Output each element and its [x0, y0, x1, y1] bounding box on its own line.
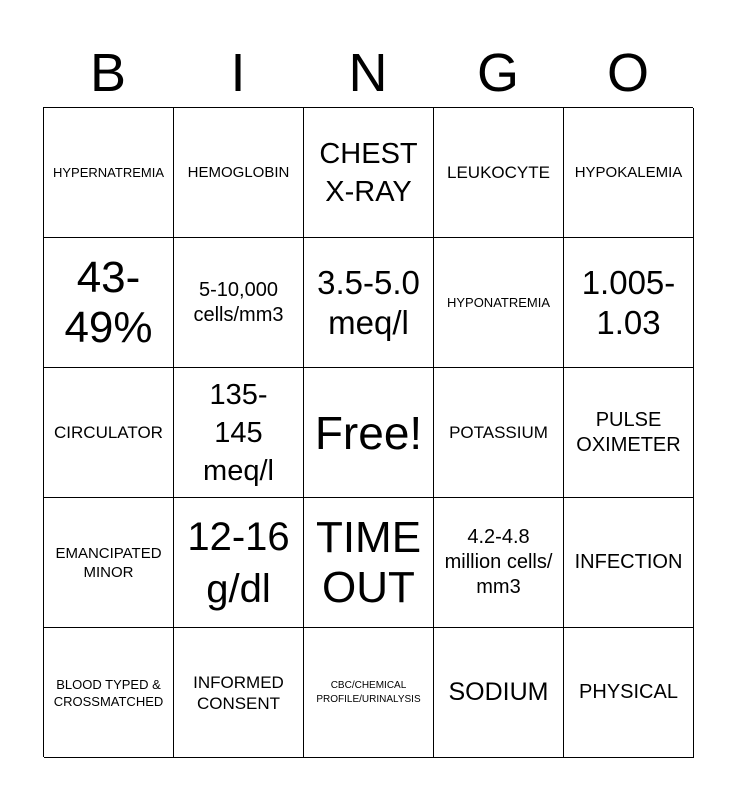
header-letter-n: N — [348, 43, 388, 103]
bingo-cell[interactable] — [44, 628, 174, 758]
cell-label: CBC/CHEMICAL PROFILE/URINALYSIS — [316, 679, 421, 705]
bingo-cell[interactable] — [564, 238, 694, 368]
bingo-cell[interactable] — [434, 238, 564, 368]
bingo-cell[interactable] — [304, 108, 434, 238]
bingo-header — [43, 40, 693, 106]
cell-label: TIME OUT — [315, 512, 422, 612]
cell-label: HYPERNATREMIA — [53, 165, 164, 180]
bingo-board — [43, 107, 693, 757]
cell-label: POTASSIUM — [449, 423, 548, 442]
cell-label: HYPOKALEMIA — [574, 164, 683, 181]
cell-label: LEUKOCYTE — [447, 163, 550, 182]
bingo-cell[interactable] — [564, 498, 694, 628]
cell-label: 4.2-4.8 million cells/ mm3 — [444, 526, 553, 598]
header-letter-i: I — [230, 43, 246, 103]
bingo-cell[interactable] — [44, 238, 174, 368]
header-letter-o: O — [606, 43, 649, 103]
cell-label: CIRCULATOR — [54, 423, 163, 442]
cell-label: 1.005- 1.03 — [581, 263, 676, 341]
cell-label: HEMOGLOBIN — [187, 164, 290, 181]
cell-label: 3.5-5.0 meq/l — [317, 263, 420, 341]
cell-label: 12-16 g/dl — [187, 514, 290, 611]
bingo-cell[interactable] — [44, 498, 174, 628]
header-letter-g: G — [476, 43, 519, 103]
bingo-cell[interactable] — [174, 628, 304, 758]
cell-label: HYPONATREMIA — [446, 295, 551, 310]
free-space[interactable] — [304, 368, 434, 498]
bingo-cell[interactable] — [564, 108, 694, 238]
bingo-cell[interactable] — [44, 368, 174, 498]
bingo-cell[interactable] — [434, 108, 564, 238]
cell-label: 5-10,000 cells/mm3 — [193, 278, 284, 326]
cell-label: CHEST X-RAY — [319, 137, 418, 208]
header-letter-b: B — [89, 43, 127, 103]
bingo-cell[interactable] — [304, 498, 434, 628]
bingo-cell[interactable] — [174, 108, 304, 238]
bingo-cell[interactable] — [44, 108, 174, 238]
cell-label: EMANCIPATED MINOR — [55, 544, 162, 581]
cell-label: 135- 145 meq/l — [203, 378, 274, 487]
cell-label: 43- 49% — [64, 252, 153, 352]
bingo-cell[interactable] — [434, 628, 564, 758]
bingo-cell[interactable] — [174, 368, 304, 498]
bingo-cell[interactable] — [434, 368, 564, 498]
cell-label: PHYSICAL — [579, 681, 678, 703]
cell-label: INFORMED CONSENT — [193, 672, 284, 713]
bingo-cell[interactable] — [304, 238, 434, 368]
bingo-cell[interactable] — [174, 238, 304, 368]
cell-label: PULSE OXIMETER — [576, 408, 681, 456]
bingo-cell[interactable] — [174, 498, 304, 628]
cell-label: SODIUM — [448, 678, 549, 706]
cell-label: INFECTION — [574, 551, 683, 573]
bingo-cell[interactable] — [564, 628, 694, 758]
bingo-cell[interactable] — [434, 498, 564, 628]
cell-label: Free! — [314, 406, 423, 459]
cell-label: BLOOD TYPED & CROSSMATCHED — [53, 676, 164, 709]
bingo-cell[interactable] — [564, 368, 694, 498]
bingo-cell[interactable] — [304, 628, 434, 758]
